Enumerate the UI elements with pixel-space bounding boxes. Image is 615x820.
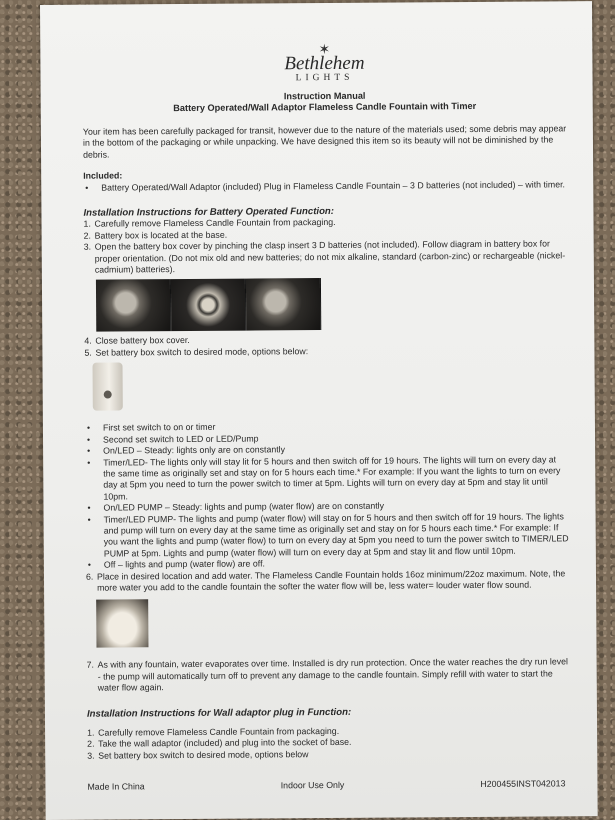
step-number: 3.: [83, 241, 92, 252]
step-item: [84, 344, 568, 359]
mode-option: [85, 454, 569, 503]
fountain-photo: [96, 600, 148, 648]
bullet-icon: •: [85, 182, 89, 193]
mode-option-text: Second set switch to LED or LED/Pump: [102, 433, 259, 445]
step-number: 1.: [83, 219, 91, 230]
step-number: 4.: [84, 336, 92, 347]
mode-options-list: [85, 420, 570, 572]
step-text: Place in desired location and add water. The Flameless Candle Fountain holds 16oz minimum/22oz maximum. Note, the more water you add to the candle fountain the softer the water flow will be, less water= louder water flow sound.: [96, 567, 566, 593]
included-text: Battery Operated/Wall Adaptor (included) Plug in Flameless Candle Fountain – 3 D batteries (not included) – with timer.: [101, 178, 566, 193]
footer-code: H200455INST042013: [480, 778, 566, 790]
step-text: Close battery box cover.: [95, 335, 190, 347]
step-number: 1.: [87, 727, 95, 738]
battery-photos: [96, 279, 321, 333]
battery-photo: [246, 279, 321, 332]
title-line-2: Battery Operated/Wall Adaptor Flameless Candle Fountain with Timer: [173, 100, 477, 114]
battery-photo: [96, 280, 171, 333]
step-text: Open the battery box cover by pinching the clasp insert 3 D batteries (not included). Follow diagram in battery box for proper orientation. (Do not mix old and new batteries; do not mix alkaline, standard (carbon-zinc) or rechargeable (nickel-cadmium) batteries).: [94, 238, 566, 275]
step-text: Carefully remove Flameless Candle Fountain from packaging.: [94, 217, 336, 230]
battery-photo: [171, 279, 246, 332]
mode-option-text: On/LED – Steady: lights only are on constantly: [103, 444, 286, 456]
intro-paragraph: Your item has been carefully packaged for transit, however due to the nature of the materials used; some debris may appear in the bottom of the packaging or while unpacking. We have designed this item so its beauty will not be diminished by the debris.: [82, 123, 567, 160]
wall-steps: [87, 724, 571, 762]
included-item: [83, 179, 567, 194]
mode-option-text: On/LED PUMP – Steady: lights and pump (water flow) are on constantly: [103, 500, 385, 513]
step-text: Set battery box switch to desired mode, options below:: [95, 346, 309, 358]
footer-indoor: Indoor Use Only: [280, 780, 345, 791]
step-item: [87, 747, 571, 762]
step-7: [87, 657, 571, 695]
switch-photo: [93, 363, 123, 411]
footer: [87, 779, 571, 794]
instruction-sheet: [40, 1, 598, 820]
included-heading: Included:: [83, 170, 123, 181]
step-number: 6.: [85, 571, 94, 582]
mode-option-text: Timer/LED PUMP- The lights and pump (water flow) will stay on for 5 hours and then switch off for 19 hours. The lights and pump will turn on every day at the same time as originally set and stay on for 5 hours each time.* For example: If you want the lights and pump (water flow) to turn on every day at 5pm you need to turn the power switch to TIMER/LED PUMP at 5pm. Lights and pump (water flow) will turn on every day at 5pm and stay lit and flow until 10pm.: [103, 510, 569, 559]
step-text: Take the wall adaptor (included) and plug into the socket of base.: [98, 737, 352, 750]
bullet-icon: •: [87, 514, 91, 525]
logo-sub: LIGHTS: [295, 72, 354, 84]
step-number: 3.: [87, 750, 95, 761]
document-title: [83, 89, 567, 114]
battery-steps-b: [84, 333, 568, 359]
step-text: Set battery box switch to desired mode, options below: [98, 748, 309, 761]
step-text: Carefully remove Flameless Candle Fountain from packaging.: [98, 725, 340, 738]
step-number: 2.: [87, 739, 95, 750]
mode-option-text: Timer/LED- The lights only will stay lit for 5 hours and then switch off for 19 hours. The lights will turn on every day at the same time as originally set and stay on for 5 hours each time.* For example: If you want the lights to turn on every day at 5pm you need to turn the power switch to timer at 5pm. Lights will turn on every day at 5pm and stay lit until 10pm.: [103, 453, 561, 502]
battery-section-heading: Installation Instructions for Battery Operated Function:: [83, 205, 335, 219]
mode-option-text: First set switch to on or timer: [102, 422, 216, 433]
logo-brand: Bethlehem: [284, 52, 365, 75]
star-icon: ✶: [318, 40, 331, 58]
bullet-icon: •: [87, 559, 92, 570]
bullet-icon: •: [87, 457, 91, 468]
footer-origin: Made In China: [87, 781, 145, 792]
step-number: 5.: [84, 347, 92, 358]
mode-option: [86, 511, 570, 560]
brand-logo: [82, 41, 566, 84]
wall-section-heading: Installation Instructions for Wall adaptor plug in Function:: [86, 706, 352, 720]
title-line-1: Instruction Manual: [283, 90, 366, 102]
step-item: [84, 239, 568, 277]
step-number: 2.: [83, 230, 91, 241]
bullet-icon: •: [86, 434, 91, 445]
mode-option-text: Off – lights and pump (water flow) are off.: [103, 558, 265, 570]
bullet-icon: •: [86, 422, 91, 433]
step-number: 7.: [86, 660, 94, 671]
step-text: As with any fountain, water evaporates over time. Installed is dry run protection. Once the water reaches the dry run level - the pump will automatically turn off to prevent any damage to the candle fountain. Simply refill with water to start the water flow again.: [97, 656, 569, 693]
bullet-icon: •: [87, 445, 91, 456]
bullet-icon: •: [87, 502, 91, 513]
battery-steps-a: [83, 216, 567, 276]
step-text: Battery box is located at the base.: [94, 229, 228, 241]
step-6: [86, 568, 570, 594]
